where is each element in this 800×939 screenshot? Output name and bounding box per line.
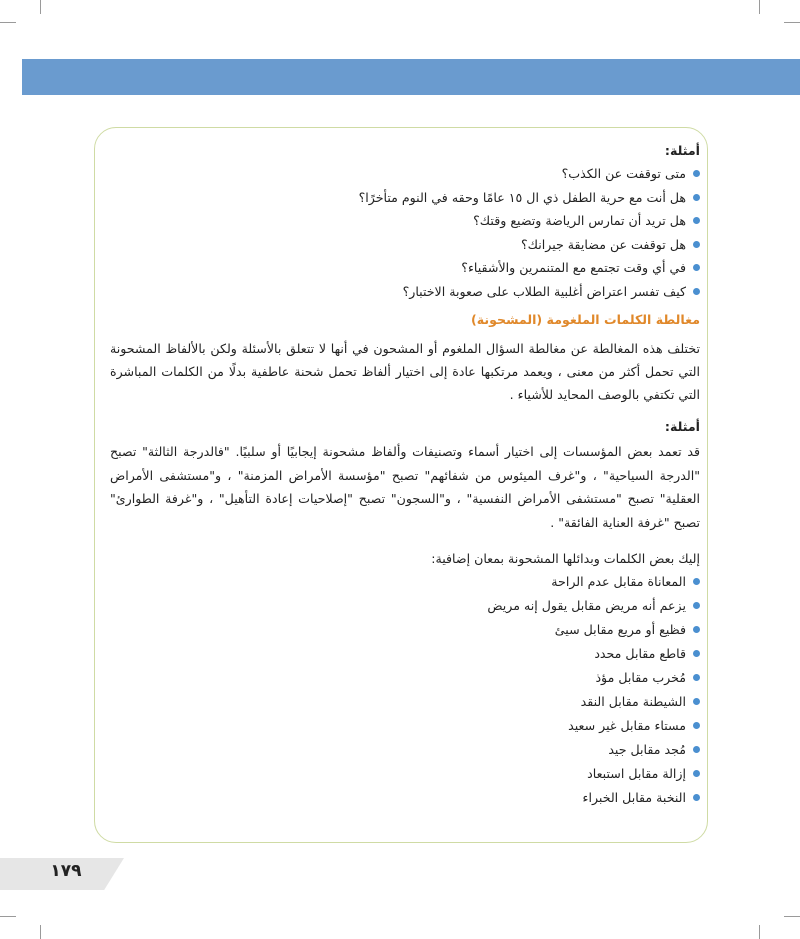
bullet-icon (693, 217, 700, 224)
bullet-icon (693, 264, 700, 271)
bullet-icon (693, 722, 700, 729)
list-item: مُجد مقابل جيد (110, 738, 700, 762)
bullet-icon (693, 288, 700, 295)
page-number: ١٧٩ (50, 861, 82, 881)
list-item: هل تريد أن تمارس الرياضة وتضيع وقتك؟ (110, 209, 700, 233)
bullet-icon (693, 626, 700, 633)
list-item: الشيطنة مقابل النقد (110, 690, 700, 714)
examples-paragraph: قد تعمد بعض المؤسسات إلى اختيار أسماء وتصنيفات وألفاظ مشحونة إيجابيًا أو سلبيًا. "فالدرجة الثالثة" تصبح "الدرجة السياحية" ، و"غرف الميئوس من شفائهم" تصبح "مؤسسة الأمراض المزمنة" ، و"مستشفى الأمراض العقلية" تصبح "مستشفى الأمراض النفسية" ، و"السجون" تصبح "إصلاحيات إعادة التأهيل" ، و"غرفة الطوارئ" تصبح "غرفة العناية الفائقة" . (110, 444, 700, 530)
section-title: مغالطة الكلمات الملغومة (المشحونة) (471, 312, 700, 327)
list-item: فظيع أو مريع مقابل سيئ (110, 618, 700, 642)
list-item: النخبة مقابل الخبراء (110, 786, 700, 810)
bullet-icon (693, 674, 700, 681)
list-item: هل أنت مع حرية الطفل ذي ال ١٥ عامًا وحقه في النوم متأخرًا؟ (110, 186, 700, 210)
crop-mark (784, 22, 800, 23)
list-item: قاطع مقابل محدد (110, 642, 700, 666)
words-intro: إليك بعض الكلمات وبدائلها المشحونة بمعان إضافية: (431, 551, 700, 566)
list-item: مُخرب مقابل مؤذ (110, 666, 700, 690)
bullet-icon (693, 650, 700, 657)
bullet-icon (693, 194, 700, 201)
crop-mark (759, 925, 760, 939)
bullet-icon (693, 241, 700, 248)
bullet-icon (693, 602, 700, 609)
bullet-icon (693, 578, 700, 585)
bullet-icon (693, 770, 700, 777)
list-item: كيف تفسر اعتراض أغلبية الطلاب على صعوبة الاختبار؟ (110, 280, 700, 304)
crop-mark (40, 0, 41, 14)
header-band (22, 59, 800, 95)
bullet-icon (693, 794, 700, 801)
examples-list (110, 162, 700, 303)
crop-mark (40, 925, 41, 939)
crop-mark (784, 916, 800, 917)
list-item: متى توقفت عن الكذب؟ (110, 162, 700, 186)
list-item: إزالة مقابل استبعاد (110, 762, 700, 786)
list-item: مستاء مقابل غير سعيد (110, 714, 700, 738)
examples-heading-2: أمثلة: (664, 419, 700, 434)
bullet-icon (693, 746, 700, 753)
list-item: يزعم أنه مريض مقابل يقول إنه مريض (110, 594, 700, 618)
crop-mark (759, 0, 760, 14)
list-item: هل توقفت عن مضايقة جيرانك؟ (110, 233, 700, 257)
examples-heading: أمثلة: (664, 143, 700, 158)
list-item: المعاناة مقابل عدم الراحة (110, 570, 700, 594)
bullet-icon (693, 698, 700, 705)
words-list (110, 570, 700, 810)
crop-mark (0, 916, 16, 917)
list-item: في أي وقت تجتمع مع المتنمرين والأشقياء؟ (110, 256, 700, 280)
crop-mark (0, 22, 16, 23)
page-content (110, 140, 700, 810)
bullet-icon (693, 170, 700, 177)
section-paragraph: تختلف هذه المغالطة عن مغالطة السؤال الملغوم أو المشحون في أنها لا تتعلق بالأسئلة ولكن بالألفاظ المشحونة التي تحمل أكثر من معنى ، ويعمد مرتكبها عادة إلى اختيار ألفاظ تحمل شحنة عاطفية بدلًا من الكلمات المباشرة التي تكتفي بالوصف المحايد للأشياء . (110, 341, 700, 402)
